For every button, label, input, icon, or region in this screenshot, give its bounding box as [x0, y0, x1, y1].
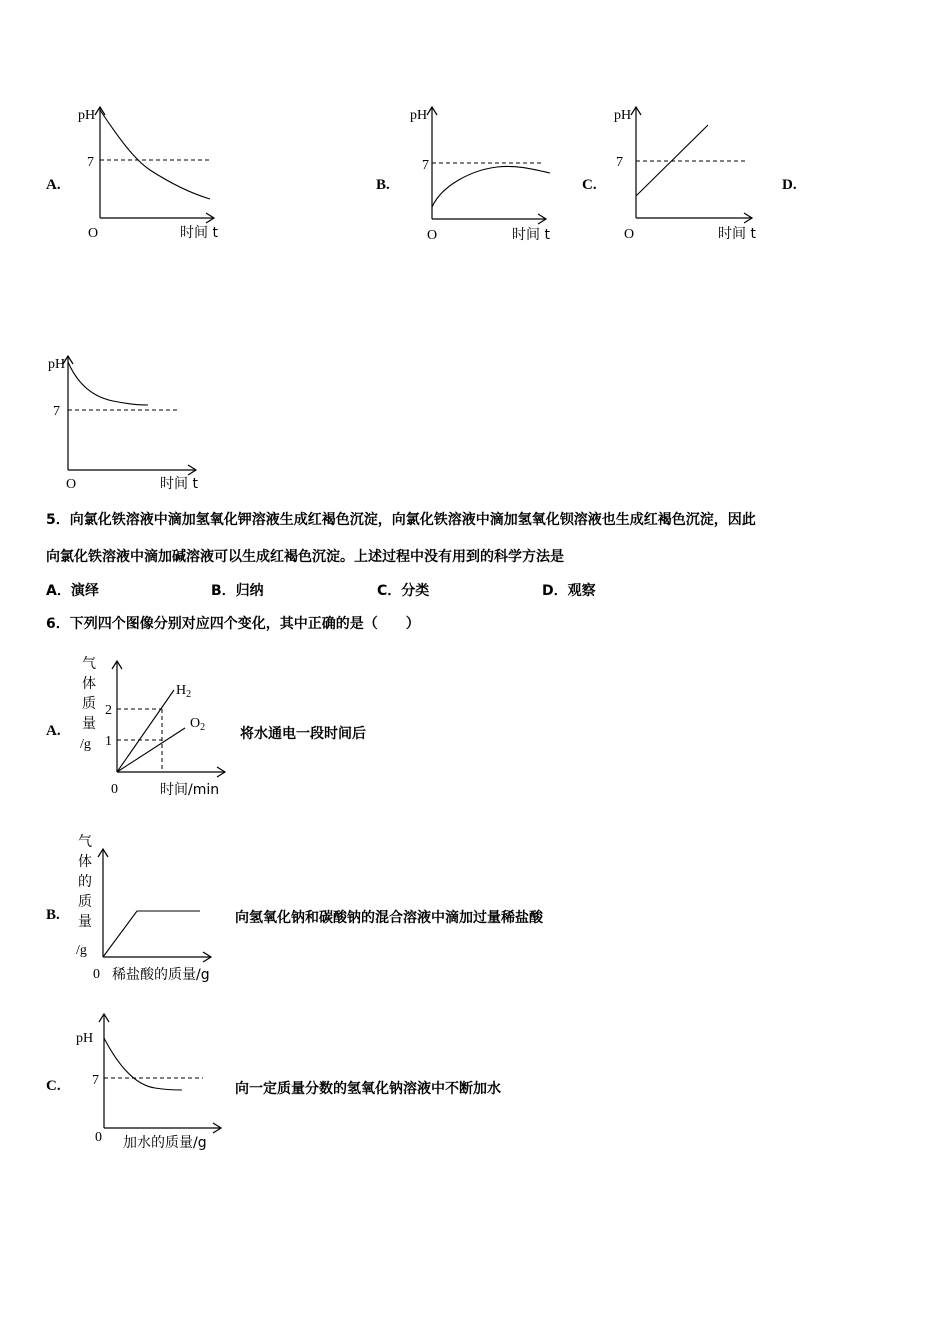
origin-label: 0 [93, 967, 100, 982]
y-tick-1: 1 [105, 734, 112, 749]
x-axis-label: 时间/min [160, 782, 220, 798]
origin-label: O [624, 227, 635, 242]
q6-option-c-label[interactable]: C. [46, 1078, 61, 1094]
y-axis-label-char: 质 [82, 696, 96, 712]
y-axis-label-char: 体 [82, 676, 96, 692]
y-axis-unit: /g [80, 737, 91, 752]
y-tick-2: 2 [105, 703, 112, 718]
data-curve [104, 1038, 182, 1090]
x-axis-label: 时间 t [180, 225, 218, 241]
q4-option-d-chart [38, 345, 218, 495]
y-axis-label: pH [410, 108, 428, 123]
h2-line [117, 690, 174, 772]
reference-tick-label: 7 [92, 1073, 99, 1088]
reference-tick-label: 7 [53, 404, 60, 419]
y-axis-label: pH [614, 108, 632, 123]
y-axis-label: pH [78, 108, 96, 123]
x-axis-label: 加水的质量/g [123, 1135, 207, 1151]
q5-option-c[interactable]: C．分类 [377, 583, 430, 599]
q4-option-d-label[interactable]: D. [782, 177, 797, 193]
origin-label: O [66, 477, 77, 492]
q5-option-d[interactable]: D．观察 [542, 583, 596, 599]
q5-stem-line1: 5．向氯化铁溶液中滴加氢氧化钾溶液生成红褐色沉淀，向氯化铁溶液中滴加氢氧化钡溶液也生成红褐色沉淀，因此 [46, 512, 756, 528]
data-line [103, 911, 200, 957]
q4-option-b-label[interactable]: B. [376, 177, 390, 193]
q4-option-a-chart [70, 95, 230, 245]
reference-tick-label: 7 [87, 155, 94, 170]
q5-stem-line2: 向氯化铁溶液中滴加碱溶液可以生成红褐色沉淀。上述过程中没有用到的科学方法是 [46, 549, 564, 565]
y-axis-label: pH [48, 357, 66, 372]
q4-option-c-label[interactable]: C. [582, 177, 597, 193]
origin-label: 0 [111, 782, 118, 797]
q6-option-a-desc: 将水通电一段时间后 [240, 726, 366, 742]
q4-option-b-chart [402, 95, 562, 245]
h2-series-label: $H_2$ [176, 683, 192, 700]
x-axis-label: 稀盐酸的质量/g [112, 967, 210, 983]
y-axis-label-char: 气 [78, 834, 92, 850]
y-axis-label-char: 气 [82, 656, 96, 672]
y-axis-label: pH [76, 1031, 94, 1046]
q4-option-c-chart [606, 95, 766, 245]
q6-stem: 6．下列四个图像分别对应四个变化，其中正确的是（ ） [46, 616, 420, 632]
y-axis-label-char: 质 [78, 894, 92, 910]
q6-option-b-label[interactable]: B. [46, 907, 60, 923]
q6-option-c-desc: 向一定质量分数的氢氧化钠溶液中不断加水 [235, 1081, 501, 1097]
y-axis-label-char: 量 [78, 914, 92, 930]
x-axis-label: 时间 t [512, 227, 550, 243]
q6-option-a-label[interactable]: A. [46, 723, 61, 739]
q6-option-b-chart [70, 828, 240, 988]
o2-series-label: $O_2$ [190, 716, 206, 733]
y-axis-unit: /g [76, 943, 87, 958]
y-axis-label-char: 体 [78, 854, 92, 870]
q5-option-b[interactable]: B．归纳 [211, 583, 264, 599]
o2-line [117, 728, 185, 772]
q5-option-a[interactable]: A．演绎 [46, 583, 99, 599]
origin-label: O [88, 226, 99, 241]
x-axis-label: 时间 t [160, 476, 198, 492]
q6-option-b-desc: 向氢氧化钠和碳酸钠的混合溶液中滴加过量稀盐酸 [235, 910, 543, 926]
data-curve [100, 110, 210, 199]
origin-label: 0 [95, 1130, 102, 1145]
reference-tick-label: 7 [616, 155, 623, 170]
q4-option-a-label[interactable]: A. [46, 177, 61, 193]
data-curve [432, 166, 550, 207]
x-axis-label: 时间 t [718, 226, 756, 242]
data-curve [68, 362, 148, 405]
y-axis-label-char: 的 [78, 874, 92, 890]
origin-label: O [427, 228, 438, 243]
y-axis-label-char: 量 [82, 716, 96, 732]
q6-option-a-chart [72, 650, 237, 805]
reference-tick-label: 7 [422, 158, 429, 173]
q6-option-c-chart [70, 1010, 235, 1160]
